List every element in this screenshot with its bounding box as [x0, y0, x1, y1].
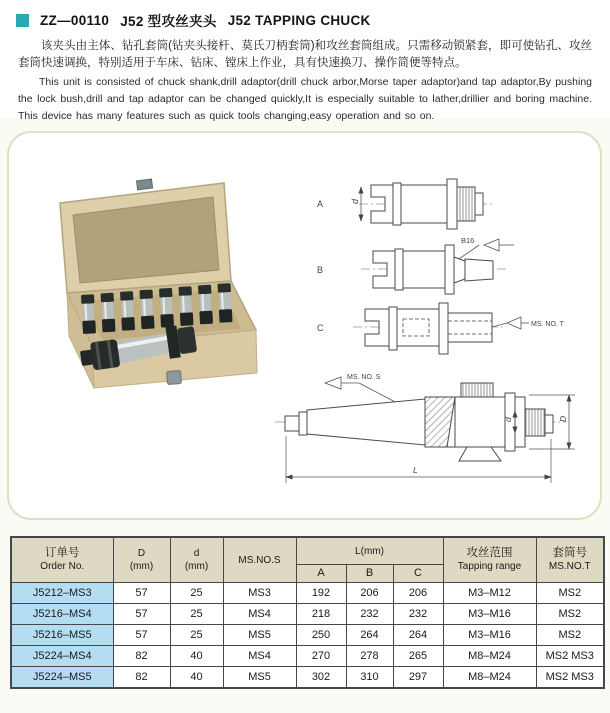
- cell: MS4: [223, 646, 296, 667]
- dim-L-label: L: [413, 465, 418, 475]
- cell-order: J5224–MS5: [11, 667, 113, 689]
- drawing-a: [317, 179, 493, 229]
- description-chinese: 该夹头由主体、钻孔套筒(钻夹头接杆、莫氏刀柄套筒)和攻丝套筒组成。只需移动锁紧套，即可使钻孔、攻丝套筒快速调换，特别适用于车床、钻床、镗床上作业，具有快速换刀、操作简便等特点。: [18, 40, 592, 69]
- product-title-cn: J52 型攻丝夹头: [120, 14, 217, 29]
- cell: 25: [170, 604, 223, 625]
- cell: 57: [113, 604, 170, 625]
- description-english: This unit is consisted of chuck shank,drill adaptor(drill chuck arbor,Morse taper adaptor)and tap adaptor,By pushing the lock bush,drill and tap adaptor can be changed quickly,It is especially suitable to lather,drillier and boring machine. This device has many features such as quick tools changing,easy operation and so on.: [18, 76, 592, 122]
- cell: 264: [393, 625, 443, 646]
- cell: MS5: [223, 625, 296, 646]
- product-photo: [60, 179, 257, 388]
- ms-no-t-label: MS. NO. T: [531, 321, 564, 328]
- cell: 25: [170, 625, 223, 646]
- table-row: [11, 667, 604, 689]
- col-header-tapping: 攻丝范围 Tapping range: [443, 537, 536, 583]
- product-title-en: J52 TAPPING CHUCK: [227, 12, 371, 28]
- view-c-label: C: [317, 323, 324, 333]
- drawing-c: [317, 303, 565, 354]
- col-header-L-group: L(mm): [296, 537, 443, 565]
- drawing-assembly: [275, 374, 575, 483]
- cell: MS2 MS3: [536, 667, 604, 689]
- page-title: [16, 10, 594, 30]
- cell: 264: [346, 625, 393, 646]
- col-header-L-A: A: [296, 565, 346, 583]
- product-code: ZZ—00110: [40, 12, 110, 28]
- view-b-label: B: [317, 265, 324, 275]
- cell: MS2: [536, 625, 604, 646]
- cell: M3–M16: [443, 604, 536, 625]
- cell: 82: [113, 646, 170, 667]
- cell: 302: [296, 667, 346, 689]
- cell: 206: [346, 583, 393, 604]
- drawing-b: [317, 236, 514, 294]
- cell: 206: [393, 583, 443, 604]
- col-header-sleeve: 套筒号 MS.NO.T: [536, 537, 604, 583]
- cell: MS4: [223, 604, 296, 625]
- dim-d-label: d: [503, 417, 513, 422]
- cell: 270: [296, 646, 346, 667]
- cell: MS5: [223, 667, 296, 689]
- cell-order: J5216–MS5: [11, 625, 113, 646]
- cell: 265: [393, 646, 443, 667]
- dim-d-label-a: d: [350, 198, 360, 204]
- col-header-order: 订单号 Order No.: [11, 537, 113, 583]
- col-header-D: D (mm): [113, 537, 170, 583]
- figure-canvas: [9, 133, 600, 518]
- lid-clasp: [137, 179, 153, 190]
- cell: M8–M24: [443, 667, 536, 689]
- cell: 25: [170, 583, 223, 604]
- b16-label: B16: [461, 236, 475, 245]
- cell-order: J5216–MS4: [11, 604, 113, 625]
- table-row: [11, 646, 604, 667]
- ms-no-s-label: MS. NO. S: [347, 374, 381, 381]
- col-header-d: d (mm): [170, 537, 223, 583]
- cell: 40: [170, 646, 223, 667]
- cell: 310: [346, 667, 393, 689]
- intro-section: [0, 0, 610, 122]
- table-row: [11, 625, 604, 646]
- cell: M3–M12: [443, 583, 536, 604]
- cell-order: J5212–MS3: [11, 583, 113, 604]
- cell: MS2: [536, 604, 604, 625]
- cell: 82: [113, 667, 170, 689]
- cell: 192: [296, 583, 346, 604]
- cell: 297: [393, 667, 443, 689]
- cell: 57: [113, 583, 170, 604]
- cell: MS2: [536, 583, 604, 604]
- cell-order: J5224–MS4: [11, 646, 113, 667]
- teal-square-bullet-icon: [16, 14, 29, 27]
- col-header-L-B: B: [346, 565, 393, 583]
- front-clasp: [167, 371, 182, 385]
- cell: 232: [393, 604, 443, 625]
- cell: 40: [170, 667, 223, 689]
- table-row: [11, 604, 604, 625]
- cell: 250: [296, 625, 346, 646]
- cell: 278: [346, 646, 393, 667]
- cell: M3–M16: [443, 625, 536, 646]
- table-row: [11, 583, 604, 604]
- figure-panel: [7, 131, 602, 520]
- cell: 57: [113, 625, 170, 646]
- cell: M8–M24: [443, 646, 536, 667]
- cell: 218: [296, 604, 346, 625]
- dim-D-label: D: [558, 415, 568, 422]
- spec-table: [10, 536, 605, 689]
- cell: MS3: [223, 583, 296, 604]
- col-header-L-C: C: [393, 565, 443, 583]
- col-header-msnos: MS.NO.S: [223, 537, 296, 583]
- cell: MS2 MS3: [536, 646, 604, 667]
- cell: 232: [346, 604, 393, 625]
- view-a-label: A: [317, 199, 324, 209]
